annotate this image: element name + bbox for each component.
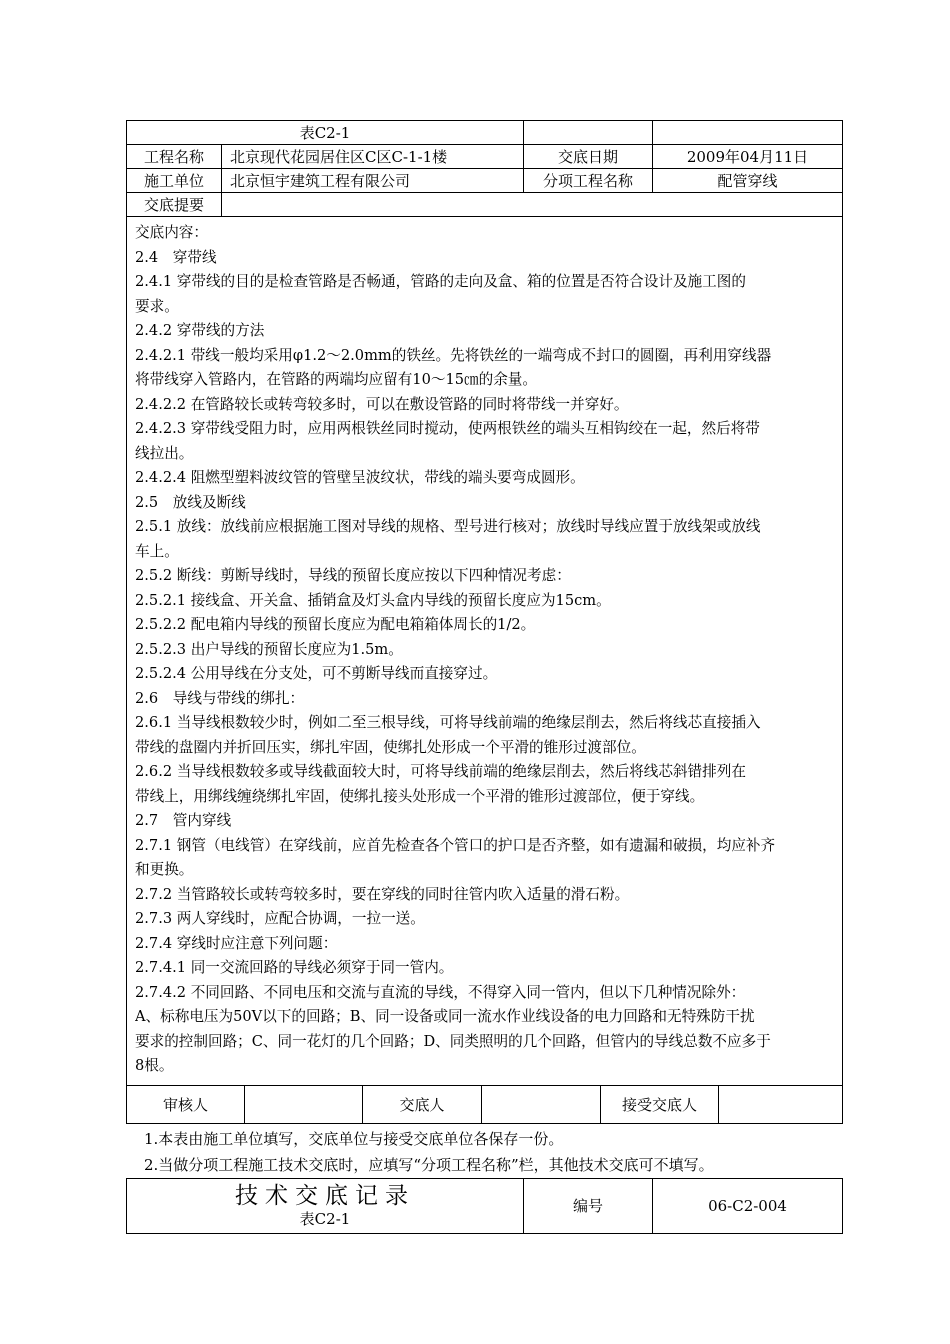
content-line: 2.7.4 穿线时应注意下列问题： — [135, 934, 338, 952]
content-line: 2.4.2.3 穿带线受阻力时，应用两根铁丝同时搅动，使两根铁丝的端头互相钩绞在一起，然后将带 — [135, 420, 760, 437]
content-line: 2.4.2.4 阻燃型塑料波纹管的管壁呈波纹状，带线的端头要弯成圆形。 — [135, 469, 585, 486]
content-line: 线拉出。 — [135, 444, 194, 462]
content-line: 2.6 导线与带线的绑扎： — [135, 689, 305, 707]
content-line: 和更换。 — [135, 861, 194, 878]
content-line: 将带线穿入管路内，在管路的两端均应留有10～15㎝的余量。 — [135, 371, 537, 388]
content-line: 2.6.1 当导线根数较少时，例如二至三根导线，可将导线前端的绝缘层削去，然后将线芯直接插入 — [135, 714, 761, 731]
footnotes — [126, 1126, 842, 1178]
content-line: 2.4.1 穿带线的目的是检查管路是否畅通，管路的走向及盒、箱的位置是否符合设计及施工图的 — [135, 273, 746, 290]
content-line: A、标称电压为50V以下的回路；B、同一设备或同一流水作业线设备的电力回路和无特殊防干扰 — [135, 1008, 755, 1025]
empty-cell — [524, 121, 653, 145]
content-row — [127, 217, 843, 1086]
presenter-label: 交底人 — [363, 1085, 482, 1123]
reviewer-field[interactable] — [245, 1085, 363, 1123]
content-line: 交底内容： — [135, 224, 208, 241]
content-line: 要求的控制回路；C、同一花灯的几个回路；D、同类照明的几个回路，但管内的导线总数不应多于 — [135, 1032, 771, 1050]
content-line: 带线上，用绑线缠绕绑扎牢固，使绑扎接头处形成一个平滑的锥形过渡部位，便于穿线。 — [135, 787, 705, 805]
content-lines — [135, 221, 834, 1079]
number-label: 编号 — [524, 1178, 653, 1233]
reviewer-label: 审核人 — [127, 1085, 245, 1123]
content-line: 2.4.2 穿带线的方法 — [135, 322, 265, 339]
signature-table — [126, 1085, 843, 1124]
subproject-label: 分项工程名称 — [524, 169, 653, 193]
presenter-field[interactable] — [482, 1085, 601, 1123]
form-number-row — [127, 121, 843, 145]
content-line: 2.7.4.2 不同回路、不同电压和交流与直流的导线，不得穿入同一管内，但以下几种情况除外： — [135, 983, 746, 1001]
contractor-label: 施工单位 — [127, 169, 222, 193]
content-line: 2.5.2.1 接线盒、开关盒、插销盒及灯头盒内导线的预留长度应为15cm。 — [135, 591, 611, 609]
content-line: 2.6.2 当导线根数较多或导线截面较大时，可将导线前端的绝缘层削去，然后将线芯斜错排列在 — [135, 763, 746, 780]
content-line: 2.5.2.2 配电箱内导线的预留长度应为配电箱箱体周长的1/2。 — [135, 616, 536, 633]
footer-row — [127, 1178, 843, 1233]
content-line: 车上。 — [135, 542, 179, 560]
content-line: 2.5 放线及断线 — [135, 493, 246, 511]
content-line: 带线的盘圈内并折回压实，绑扎牢固，使绑扎处形成一个平滑的锥形过渡部位。 — [135, 738, 646, 756]
disclosure-content — [127, 217, 843, 1086]
empty-cell — [653, 121, 843, 145]
record-footer — [126, 1178, 843, 1234]
date-value: 2009年04月11日 — [653, 145, 843, 169]
content-line: 2.4.2.1 带线一般均采用φ1.2～2.0mm的铁丝。先将铁丝的一端弯成不封口的圆圈，再利用穿线器 — [135, 346, 772, 364]
project-row — [127, 145, 843, 169]
content-line: 2.7.4.1 同一交流回路的导线必须穿于同一管内。 — [135, 959, 454, 976]
disclosure-table — [126, 120, 843, 1086]
content-line: 8根。 — [135, 1057, 174, 1074]
content-line: 2.4.2.2 在管路较长或转弯较多时，可以在敷设管路的同时将带线一并穿好。 — [135, 395, 629, 413]
content-line: 2.4 穿带线 — [135, 248, 217, 266]
content-line: 2.7.2 当管路较长或转弯较多时，要在穿线的同时往管内吹入适量的滑石粉。 — [135, 885, 630, 903]
signature-row — [127, 1085, 843, 1123]
summary-value — [222, 193, 843, 217]
project-name-label: 工程名称 — [127, 145, 222, 169]
footnote: 1.本表由施工单位填写，交底单位与接受交底单位各保存一份。 — [144, 1129, 564, 1148]
content-line: 要求。 — [135, 297, 179, 315]
content-line: 2.7 管内穿线 — [135, 812, 232, 829]
content-line: 2.7.1 钢管（电线管）在穿线前，应首先检查各个管口的护口是否齐整，如有遗漏和破损，均应补齐 — [135, 836, 776, 854]
project-name-value: 北京现代花园居住区C区C-1-1楼 — [222, 145, 524, 169]
footnote: 2.当做分项工程施工技术交底时，应填写“分项工程名称”栏，其他技术交底可不填写。 — [144, 1155, 714, 1174]
contractor-value: 北京恒宇建筑工程有限公司 — [222, 169, 524, 193]
content-line: 2.5.2.3 出户导线的预留长度应为1.5m。 — [135, 640, 403, 658]
technical-disclosure-form — [126, 120, 842, 1234]
subproject-value: 配管穿线 — [653, 169, 843, 193]
content-line: 2.5.1 放线：放线前应根据施工图对导线的规格、型号进行核对；放线时导线应置于放线架或放线 — [135, 518, 761, 535]
date-label: 交底日期 — [524, 145, 653, 169]
summary-row — [127, 193, 843, 217]
record-form-number: 表C2-1 — [299, 1209, 351, 1228]
receiver-label: 接受交底人 — [601, 1085, 719, 1123]
content-line: 2.5.2.4 公用导线在分支处，可不剪断导线而直接穿过。 — [135, 665, 498, 682]
record-title-cell — [127, 1178, 524, 1233]
content-line: 2.5.2 断线：剪断导线时，导线的预留长度应按以下四种情况考虑： — [135, 567, 571, 584]
number-value: 06-C2-004 — [653, 1178, 843, 1233]
summary-label: 交底提要 — [127, 193, 222, 217]
contractor-row — [127, 169, 843, 193]
content-line: 2.7.3 两人穿线时，应配合协调，一拉一送。 — [135, 910, 425, 927]
record-title: 技术交底记录 — [235, 1182, 415, 1209]
form-number: 表C2-1 — [127, 121, 524, 145]
receiver-field[interactable] — [719, 1085, 843, 1123]
